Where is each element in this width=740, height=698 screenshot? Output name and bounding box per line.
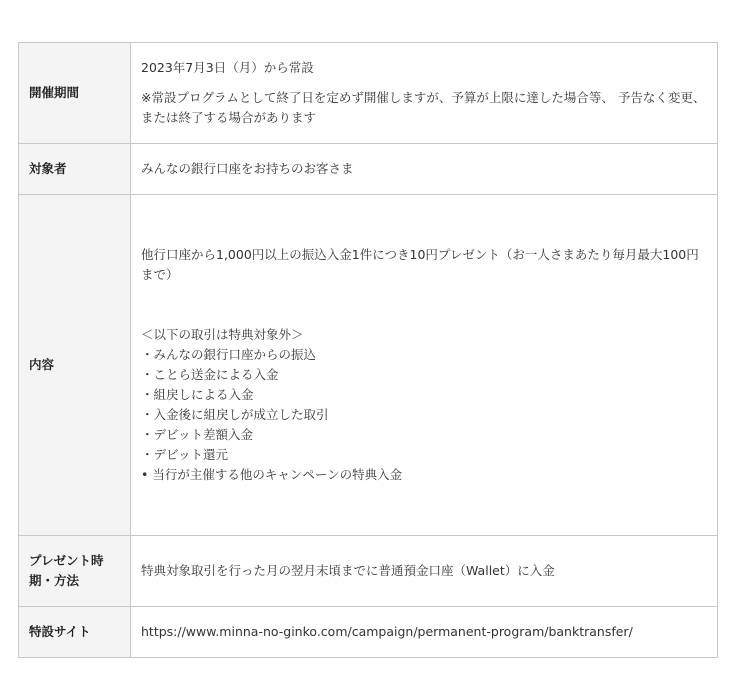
period-label: 開催期間 (19, 43, 131, 144)
content-value (131, 195, 718, 536)
exclusion-item: ・組戻しによる入金 (141, 387, 254, 402)
exclusion-item: ・入金後に組戻しが成立した取引 (141, 407, 329, 422)
content-label: 内容 (19, 195, 131, 536)
period-note: ※常設プログラムとして終了日を定めず開催しますが、予算が上限に達した場合等、 予告なく変更、または終了する場合があります (141, 90, 706, 125)
exclusion-list (141, 345, 707, 485)
row-content (19, 195, 718, 536)
exclusion-item: • 当行が主催する他のキャンペーンの特典入金 (141, 467, 403, 482)
row-timing (19, 536, 718, 607)
site-url-link[interactable]: https://www.minna-no-ginko.com/campaign/permanent-program/banktransfer/ (141, 624, 633, 639)
period-date: 2023年7月3日（月）から常設 (141, 60, 314, 75)
exclusion-item: ・みんなの銀行口座からの振込 (141, 347, 317, 362)
timing-value: 特典対象取引を行った月の翌月末頃までに普通預金口座（Wallet）に入金 (131, 536, 718, 607)
exclusion-item: ・デビット還元 (141, 447, 229, 462)
exclusion-item: ・デビット差額入金 (141, 427, 254, 442)
exclusion-heading: ＜以下の取引は特典対象外＞ (141, 327, 304, 342)
row-target (19, 144, 718, 195)
target-value: みんなの銀行口座をお持ちのお客さま (131, 144, 718, 195)
row-period (19, 43, 718, 144)
row-site (19, 607, 718, 658)
campaign-info-table (18, 42, 718, 658)
exclusion-item: ・ことら送金による入金 (141, 367, 279, 382)
period-value (131, 43, 718, 144)
timing-label: プレゼント時期・方法 (19, 536, 131, 607)
site-value (131, 607, 718, 658)
target-label: 対象者 (19, 144, 131, 195)
site-label: 特設サイト (19, 607, 131, 658)
content-main: 他行口座から1,000円以上の振込入金1件につき10円プレゼント（お一人さまあたり毎月最大100円まで） (141, 247, 699, 282)
